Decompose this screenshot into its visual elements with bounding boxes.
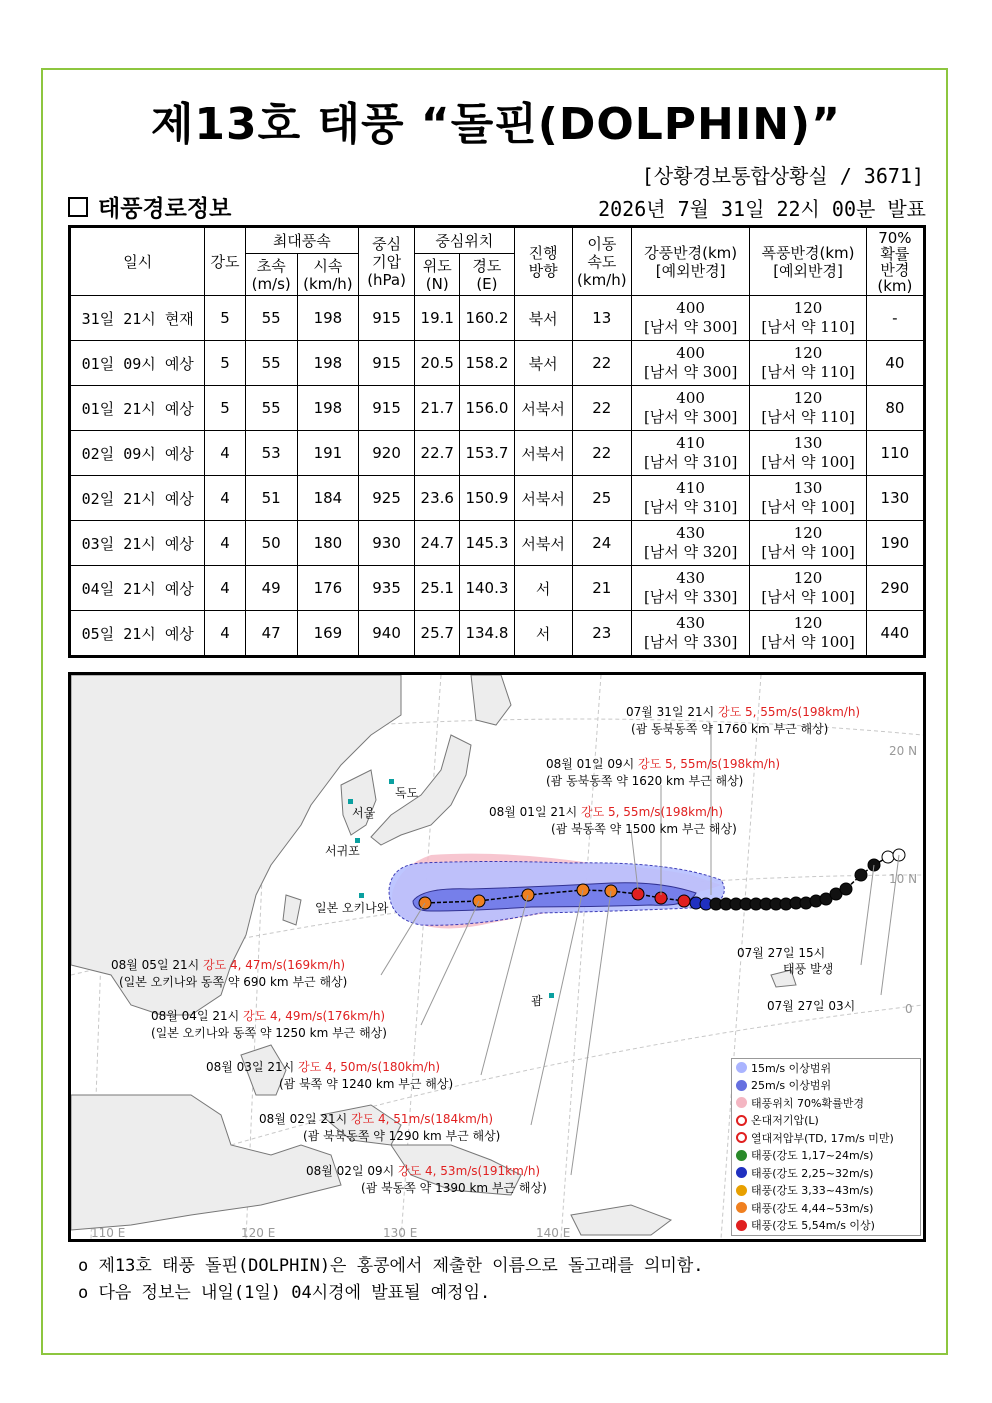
label-lon130: 130 E	[383, 1226, 418, 1239]
table-row	[70, 611, 925, 657]
legend-label: 태풍(강도 2,25~32m/s)	[751, 1166, 874, 1180]
callout-location: (괌 동북동쪽 약 1760 km 부근 해상)	[631, 722, 829, 736]
cell-pressure: 920	[358, 431, 414, 476]
cell-storm-radius: 120 [남서 약 110]	[750, 386, 866, 431]
header-pressure: 중심 기압 (hPa)	[358, 227, 414, 296]
checkbox-icon	[68, 197, 88, 217]
cell-speed: 22	[572, 431, 631, 476]
legend-item	[732, 1147, 920, 1165]
cell-lon: 134.8	[460, 611, 514, 657]
cell-storm-radius: 120 [남서 약 110]	[750, 296, 866, 341]
legend-item	[732, 1094, 920, 1112]
cell-lat: 25.7	[415, 611, 460, 657]
cell-wind-ms: 53	[245, 431, 297, 476]
cell-wind-kmh: 198	[297, 341, 358, 386]
cell-strong-radius: 430 [남서 약 330]	[631, 566, 749, 611]
header-lon: 경도 (E)	[460, 254, 514, 296]
cell-time: 31일 21시 현재	[70, 296, 205, 341]
header-wind-ms: 초속 (m/s)	[245, 254, 297, 296]
cell-direction: 서북서	[514, 431, 572, 476]
cell-speed: 23	[572, 611, 631, 657]
cell-pressure: 915	[358, 386, 414, 431]
callout-title: 08월 03일 21시 강도 4, 50m/s(180km/h)	[206, 1060, 441, 1074]
map-legend	[731, 1058, 921, 1236]
callout-title: 08월 02일 21시 강도 4, 51m/s(184km/h)	[259, 1112, 494, 1126]
legend-item	[732, 1077, 920, 1095]
cell-lat: 19.1	[415, 296, 460, 341]
cell-intensity: 4	[205, 476, 245, 521]
legend-label: 15m/s 이상범위	[751, 1061, 832, 1075]
cell-strong-radius: 400 [남서 약 300]	[631, 341, 749, 386]
cell-direction: 북서	[514, 341, 572, 386]
header-center: 중심위치	[415, 227, 514, 254]
header-lat: 위도 (N)	[415, 254, 460, 296]
table-row	[70, 296, 925, 341]
legend-label: 태풍(강도 3,33~43m/s)	[751, 1184, 874, 1198]
legend-symbol-icon	[736, 1132, 747, 1143]
cell-strong-radius: 410 [남서 약 310]	[631, 476, 749, 521]
note-1: o 제13호 태풍 돌핀(DOLPHIN)은 홍콩에서 제출한 이름으로 돌고래를 의미함.	[78, 1256, 704, 1276]
label-lon140: 140 E	[536, 1226, 571, 1239]
section-header	[68, 190, 231, 223]
cell-prob: 130	[866, 476, 924, 521]
legend-item	[732, 1059, 920, 1077]
cell-prob: 40	[866, 341, 924, 386]
header-max-wind: 최대풍속	[245, 227, 358, 254]
cell-speed: 22	[572, 386, 631, 431]
cell-wind-kmh: 169	[297, 611, 358, 657]
cell-lat: 21.7	[415, 386, 460, 431]
cell-speed: 24	[572, 521, 631, 566]
cell-storm-radius: 130 [남서 약 100]	[750, 476, 866, 521]
track-map	[68, 672, 926, 1242]
past-position-icon	[855, 869, 867, 881]
cell-lon: 160.2	[460, 296, 514, 341]
cell-prob: 110	[866, 431, 924, 476]
genesis-label: 태풍 발생	[783, 962, 834, 976]
past-position-icon	[840, 883, 852, 895]
legend-label: 25m/s 이상범위	[751, 1079, 832, 1093]
cell-prob: 440	[866, 611, 924, 657]
cell-wind-kmh: 191	[297, 431, 358, 476]
header-wind-kmh: 시속 (km/h)	[297, 254, 358, 296]
cell-wind-ms: 47	[245, 611, 297, 657]
legend-item	[732, 1112, 920, 1130]
cell-wind-ms: 50	[245, 521, 297, 566]
section-title: 태풍경로정보	[98, 196, 232, 222]
cell-speed: 25	[572, 476, 631, 521]
callout-location: (괌 북북동쪽 약 1290 km 부근 해상)	[303, 1129, 501, 1143]
cell-wind-kmh: 184	[297, 476, 358, 521]
page-title: 제13호 태풍 “돌핀(DOLPHIN)”	[150, 99, 842, 150]
cell-strong-radius: 430 [남서 약 330]	[631, 611, 749, 657]
cell-intensity: 5	[205, 386, 245, 431]
legend-label: 열대저압부(TD, 17m/s 미만)	[751, 1131, 894, 1145]
cell-time: 01일 21시 예상	[70, 386, 205, 431]
legend-label: 태풍(강도 4,44~53m/s)	[751, 1201, 874, 1215]
label-seogwipo: 서귀포	[325, 844, 360, 858]
table-row	[70, 386, 925, 431]
callout-location: (괌 북동쪽 약 1390 km 부근 해상)	[361, 1181, 547, 1195]
legend-label: 태풍(강도 5,54m/s 이상)	[751, 1219, 875, 1233]
callout-title: 08월 01일 21시 강도 5, 55m/s(198km/h)	[489, 805, 724, 819]
cell-intensity: 5	[205, 341, 245, 386]
cell-direction: 서북서	[514, 476, 572, 521]
label-guam: 괌	[531, 994, 543, 1008]
cell-strong-radius: 410 [남서 약 310]	[631, 431, 749, 476]
cell-storm-radius: 130 [남서 약 100]	[750, 431, 866, 476]
cell-direction: 서북서	[514, 521, 572, 566]
cell-pressure: 915	[358, 341, 414, 386]
legend-label: 온대저기압(L)	[751, 1114, 819, 1128]
label-lat20: 20 N	[889, 744, 918, 758]
cell-wind-ms: 51	[245, 476, 297, 521]
header-time: 일시	[70, 227, 205, 296]
table-row	[70, 341, 925, 386]
cell-strong-radius: 430 [남서 약 320]	[631, 521, 749, 566]
table-row	[70, 521, 925, 566]
cell-lat: 22.7	[415, 431, 460, 476]
cell-prob: 290	[866, 566, 924, 611]
cell-storm-radius: 120 [남서 약 110]	[750, 341, 866, 386]
label-lat0: 0	[905, 1002, 913, 1016]
cell-pressure: 940	[358, 611, 414, 657]
legend-symbol-icon	[736, 1202, 747, 1213]
cell-intensity: 4	[205, 566, 245, 611]
cell-wind-kmh: 180	[297, 521, 358, 566]
cell-time: 03일 21시 예상	[70, 521, 205, 566]
legend-symbol-icon	[736, 1062, 747, 1073]
legend-symbol-icon	[736, 1150, 747, 1161]
label-seoul: 서울	[352, 806, 376, 820]
cell-intensity: 4	[205, 611, 245, 657]
legend-symbol-icon	[736, 1115, 747, 1126]
track-table	[68, 225, 926, 658]
cell-wind-kmh: 176	[297, 566, 358, 611]
forecast-position-icon	[678, 895, 690, 907]
past-position-icon	[882, 851, 894, 863]
department-label: [상황경보통합상황실 / 3671]	[641, 164, 924, 188]
cell-direction: 북서	[514, 296, 572, 341]
callout-location: (일본 오키나와 동쪽 약 690 km 부근 해상)	[119, 975, 348, 989]
legend-item	[732, 1164, 920, 1182]
legend-symbol-icon	[736, 1185, 747, 1196]
cell-storm-radius: 120 [남서 약 100]	[750, 611, 866, 657]
callout-location: (괌 북동쪽 약 1500 km 부근 해상)	[551, 822, 737, 836]
legend-label: 태풍(강도 1,17~24m/s)	[751, 1149, 874, 1163]
cell-direction: 서	[514, 611, 572, 657]
label-lon120: 120 E	[241, 1226, 276, 1239]
cell-intensity: 4	[205, 521, 245, 566]
callout-title: 07월 31일 21시 강도 5, 55m/s(198km/h)	[626, 705, 861, 719]
callout-location: (괌 동북동쪽 약 1620 km 부근 해상)	[546, 774, 744, 788]
legend-item	[732, 1182, 920, 1200]
header-intensity: 강도	[205, 227, 245, 296]
header-speed: 이동 속도 (km/h)	[572, 227, 631, 296]
label-lat10: 10 N	[889, 872, 918, 886]
cell-strong-radius: 400 [남서 약 300]	[631, 296, 749, 341]
cell-time: 01일 09시 예상	[70, 341, 205, 386]
callout-location: (일본 오키나와 동쪽 약 1250 km 부근 해상)	[151, 1026, 387, 1040]
cell-pressure: 935	[358, 566, 414, 611]
cell-speed: 22	[572, 341, 631, 386]
cell-wind-ms: 55	[245, 386, 297, 431]
cell-lon: 156.0	[460, 386, 514, 431]
label-lon110: 110 E	[91, 1226, 126, 1239]
cell-storm-radius: 120 [남서 약 100]	[750, 521, 866, 566]
label-okinawa: 일본 오키나와	[315, 901, 389, 915]
cell-pressure: 915	[358, 296, 414, 341]
cell-lon: 150.9	[460, 476, 514, 521]
legend-item	[732, 1217, 920, 1235]
cell-time: 04일 21시 예상	[70, 566, 205, 611]
cell-intensity: 4	[205, 431, 245, 476]
legend-symbol-icon	[736, 1167, 747, 1178]
issued-time: 2026년 7월 31일 22시 00분 발표	[598, 197, 926, 221]
cell-speed: 21	[572, 566, 631, 611]
legend-symbol-icon	[736, 1220, 747, 1231]
callout-title: 08월 05일 21시 강도 4, 47m/s(169km/h)	[111, 958, 346, 972]
cell-lon: 153.7	[460, 431, 514, 476]
legend-label: 태풍위치 70%확률반경	[751, 1096, 864, 1110]
callout-location: (괌 북쪽 약 1240 km 부근 해상)	[279, 1077, 454, 1091]
cell-direction: 서북서	[514, 386, 572, 431]
table-row	[70, 476, 925, 521]
cell-wind-ms: 49	[245, 566, 297, 611]
cell-intensity: 5	[205, 296, 245, 341]
cell-speed: 13	[572, 296, 631, 341]
cell-lat: 23.6	[415, 476, 460, 521]
cell-wind-kmh: 198	[297, 296, 358, 341]
cell-time: 05일 21시 예상	[70, 611, 205, 657]
cell-wind-ms: 55	[245, 341, 297, 386]
genesis-first: 07월 27일 03시	[767, 999, 856, 1013]
header-direction: 진행 방향	[514, 227, 572, 296]
cell-strong-radius: 400 [남서 약 300]	[631, 386, 749, 431]
header-strong-radius: 강풍반경(km) [예외반경]	[631, 227, 749, 296]
cell-prob: 190	[866, 521, 924, 566]
cell-pressure: 925	[358, 476, 414, 521]
table-row	[70, 431, 925, 476]
cell-lat: 24.7	[415, 521, 460, 566]
cell-prob: 80	[866, 386, 924, 431]
cell-wind-kmh: 198	[297, 386, 358, 431]
cell-lon: 158.2	[460, 341, 514, 386]
legend-symbol-icon	[736, 1097, 747, 1108]
callout-title: 08월 02일 09시 강도 4, 53m/s(191km/h)	[306, 1164, 541, 1178]
table-row	[70, 566, 925, 611]
note-2: o 다음 정보는 내일(1일) 04시경에 발표될 예정임.	[78, 1283, 491, 1303]
cell-lat: 20.5	[415, 341, 460, 386]
cell-wind-ms: 55	[245, 296, 297, 341]
cell-time: 02일 09시 예상	[70, 431, 205, 476]
callout-title: 08월 01일 09시 강도 5, 55m/s(198km/h)	[546, 757, 781, 771]
cell-prob: -	[866, 296, 924, 341]
cell-lon: 140.3	[460, 566, 514, 611]
label-dokdo: 독도	[395, 786, 419, 800]
cell-lat: 25.1	[415, 566, 460, 611]
header-prob: 70% 확률 반경 (km)	[866, 227, 924, 296]
legend-item	[732, 1199, 920, 1217]
cell-storm-radius: 120 [남서 약 100]	[750, 566, 866, 611]
callout-title: 08월 04일 21시 강도 4, 49m/s(176km/h)	[151, 1009, 386, 1023]
cell-direction: 서	[514, 566, 572, 611]
legend-symbol-icon	[736, 1080, 747, 1091]
cell-time: 02일 21시 예상	[70, 476, 205, 521]
cell-pressure: 930	[358, 521, 414, 566]
cell-lon: 145.3	[460, 521, 514, 566]
genesis-time: 07월 27일 15시	[737, 946, 826, 960]
header-storm-radius: 폭풍반경(km) [예외반경]	[750, 227, 866, 296]
legend-item	[732, 1129, 920, 1147]
